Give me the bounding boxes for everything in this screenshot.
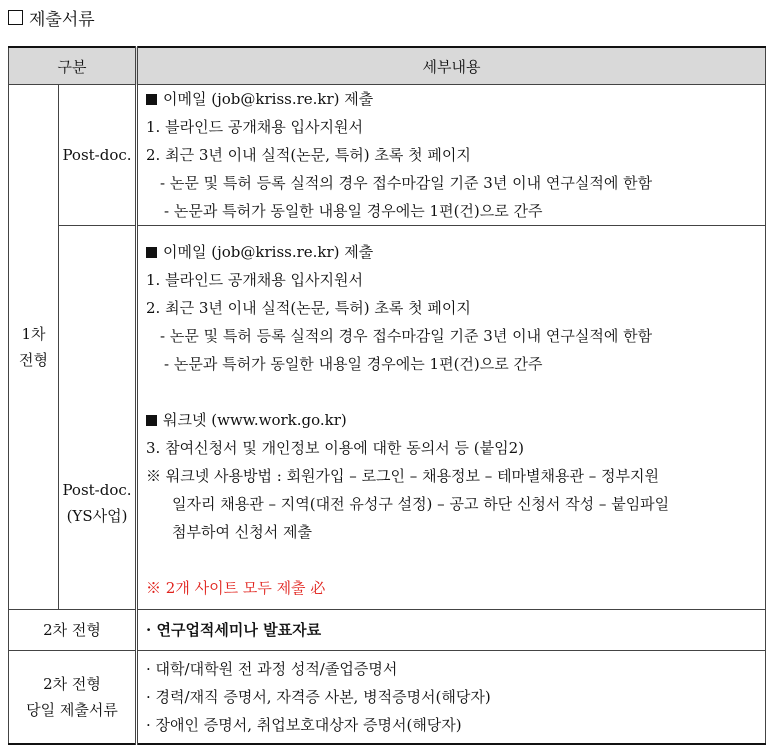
list-item: · 장애인 증명서, 취업보호대상자 증명서(해당자) bbox=[146, 716, 462, 734]
email-line: 이메일 (job@kriss.re.kr) 제출 bbox=[146, 238, 765, 266]
square-bullet-icon bbox=[146, 247, 157, 258]
list-item: - 논문과 특허가 동일한 내용일 경우에는 1편(건)으로 간주 bbox=[164, 355, 543, 373]
note-line: 첨부하여 신청서 제출 bbox=[172, 523, 312, 541]
list-item: 2. 최근 3년 이내 실적(논문, 특허) 초록 첫 페이지 bbox=[146, 299, 471, 317]
list-item: - 논문 및 특허 등록 실적의 경우 접수마감일 기준 3년 이내 연구실적에 한함 bbox=[160, 327, 653, 345]
spacer bbox=[146, 546, 765, 574]
list-item: · 연구업적세미나 발표자료 bbox=[146, 621, 322, 639]
row-postdoc-ys bbox=[9, 226, 766, 610]
stage2-details bbox=[137, 610, 766, 651]
square-bullet-icon bbox=[146, 94, 157, 105]
stage1-label: 1차 전형 bbox=[9, 85, 59, 610]
list-item: · 경력/재직 증명서, 자격증 사본, 병적증명서(해당자) bbox=[146, 688, 491, 706]
postdoc-ys-details bbox=[137, 226, 766, 610]
stage2-day-label: 2차 전형 당일 제출서류 bbox=[9, 651, 137, 745]
list-item: 3. 참여신청서 및 개인정보 이용에 대한 동의서 등 (붙임2) bbox=[146, 439, 525, 457]
email-line: 이메일 (job@kriss.re.kr) 제출 bbox=[146, 85, 765, 113]
row-stage2-day bbox=[9, 651, 766, 745]
worknet-line: 워크넷 (www.work.go.kr) bbox=[146, 406, 765, 434]
postdoc-details bbox=[137, 85, 766, 226]
list-item: 2. 최근 3년 이내 실적(논문, 특허) 초록 첫 페이지 bbox=[146, 146, 471, 164]
stage2-day-details bbox=[137, 651, 766, 745]
list-item: · 대학/대학원 전 과정 성적/졸업증명서 bbox=[146, 660, 398, 678]
postdoc-label: Post-doc. bbox=[59, 85, 137, 226]
list-item: - 논문과 특허가 동일한 내용일 경우에는 1편(건)으로 간주 bbox=[164, 202, 543, 220]
square-bullet-icon bbox=[146, 415, 157, 426]
list-item: - 논문 및 특허 등록 실적의 경우 접수마감일 기준 3년 이내 연구실적에 한함 bbox=[160, 174, 653, 192]
note-line: ※ 워크넷 사용방법 : 회원가입 – 로그인 – 채용정보 – 테마별채용관 – 정부지원 bbox=[146, 467, 660, 485]
documents-table bbox=[8, 46, 766, 745]
warning-note: ※ 2개 사이트 모두 제출 必 bbox=[146, 579, 326, 597]
section-title: 제출서류 bbox=[29, 10, 95, 30]
section-heading bbox=[8, 5, 95, 30]
spacer bbox=[146, 378, 765, 406]
list-item: 1. 블라인드 공개채용 입사지원서 bbox=[146, 271, 364, 289]
row-stage2 bbox=[9, 610, 766, 651]
row-postdoc bbox=[9, 85, 766, 226]
checkbox-icon bbox=[8, 10, 23, 25]
table-header-row bbox=[9, 47, 766, 85]
header-details: 세부내용 bbox=[137, 47, 766, 85]
list-item: 1. 블라인드 공개채용 입사지원서 bbox=[146, 118, 364, 136]
note-line: 일자리 채용관 – 지역(대전 유성구 설정) – 공고 하단 신청서 작성 – 붙임파일 bbox=[172, 495, 670, 513]
header-category: 구분 bbox=[9, 47, 137, 85]
postdoc-ys-label: Post-doc. (YS사업) bbox=[59, 226, 137, 610]
stage2-label: 2차 전형 bbox=[9, 610, 137, 651]
